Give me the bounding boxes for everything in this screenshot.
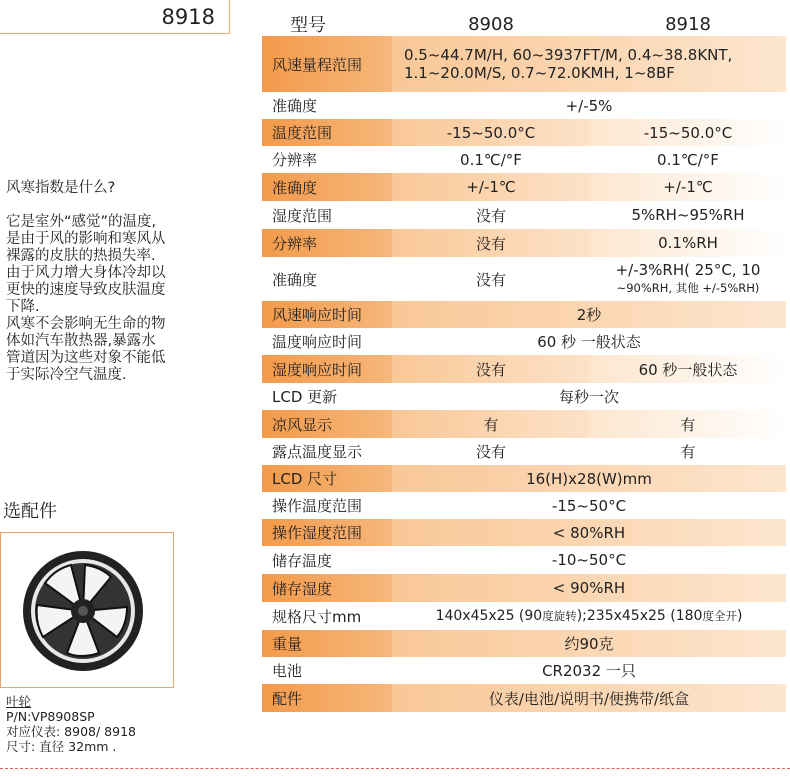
spec-row [262,257,786,301]
spec-value-8908: 没有 [475,443,506,461]
spec-value-8918: 有 [680,443,696,461]
spec-row [262,438,786,465]
spec-label: 操作温度范围 [272,497,363,515]
spec-value-8918: 60 秒一般状态 [590,355,786,383]
spec-label: 储存湿度 [262,574,392,602]
spec-row [262,119,786,146]
impeller-image-box [0,532,174,688]
spec-value: < 80%RH [392,519,786,546]
spec-label: 准确度 [262,173,392,201]
answer-line: 管道因为这些对象不能低 [6,350,166,366]
spec-label: 温度响应时间 [272,333,363,351]
spec-row [262,574,786,602]
spec-value: 仪表/电池/说明书/便携带/纸盒 [392,684,786,712]
spec-label: 准确度 [272,97,318,115]
spec-size-b-note: 度全开 [702,609,737,623]
spec-value: -10~50°C [551,551,627,569]
spec-row [262,602,786,630]
spec-size-a: 140x45x25 (90 [435,608,543,624]
spec-label: 风速量程范围 [262,36,392,92]
model-number-box: 8918 [0,0,230,34]
spec-row [262,173,786,201]
accessory-caption [6,694,136,754]
spec-label: 准确度 [272,270,318,289]
answer-line: 由于风力增大身体冷却以 [6,265,166,281]
spec-value-line: 0.5~44.7M/H, 60~3937FT/M, 0.4~38.8KNT, [404,46,733,64]
spec-label: 风速响应时间 [262,301,392,328]
spec-row [262,630,786,657]
answer-line: 于实际冷空气温度. [6,367,127,383]
spec-value-8908: 0.1℃/°F [460,150,522,169]
answer-line: 裸露的皮肤的热损失率. [6,248,156,264]
spec-value-8908: 没有 [475,270,506,289]
spec-label: 配件 [262,684,392,712]
spec-label: LCD 更新 [272,388,338,406]
spec-size-b: );235x45x25 (180 [576,608,703,624]
spec-row [262,519,786,546]
bottom-divider [0,768,790,769]
spec-row [262,146,786,173]
spec-label: 湿度范围 [272,206,333,225]
answer-line: 体如汽车散热器,暴露水 [6,333,156,349]
spec-label: 储存温度 [272,551,333,570]
spec-label: 重量 [262,630,392,657]
spec-row [262,465,786,492]
spec-label: 电池 [272,662,303,680]
spec-value: 约90克 [392,630,786,657]
spec-value-line: 1.1~20.0M/S, 0.7~72.0KMH, 1~8BF [404,64,675,82]
accessory-name: 叶轮 [6,694,32,709]
accessory-compat: 对应仪表: 8908/ 8918 [6,724,136,739]
spec-value-8908: 没有 [392,229,590,257]
spec-value-8908: 没有 [392,355,590,383]
spec-value-8918 [590,257,786,301]
spec-value: 16(H)x28(W)mm [392,465,786,492]
spec-row [262,410,786,438]
spec-value-8908: +/-1℃ [392,173,590,201]
spec-value [392,602,786,630]
answer-line: 风寒不会影响无生命的物 [6,316,166,332]
spec-value-line: ~90%RH, 其他 +/-5%RH) [616,281,760,295]
spec-label: 凉风显示 [262,410,392,438]
spec-row [262,355,786,383]
spec-label: 分辨率 [262,229,392,257]
spec-row [262,328,786,355]
spec-size-a-note: 度旋转 [542,609,577,623]
spec-row [262,546,786,574]
windchill-answer [6,214,216,384]
spec-value-8918: 0.1%RH [590,229,786,257]
spec-label: 操作湿度范围 [262,519,392,546]
spec-value: 60 秒 一般状态 [537,333,641,351]
spec-value: +/-5% [565,96,613,115]
answer-line: 更快的速度导致皮肤温度 [6,282,166,298]
answer-line: 下降. [6,299,40,315]
spec-value: CR2032 一只 [542,662,636,680]
spec-value-8918: +/-1℃ [590,173,786,201]
spec-value-line: +/-3%RH( 25°C, 10 [615,261,761,279]
spec-value-8918: -15~50.0°C [590,119,786,146]
spec-value [392,36,786,92]
spec-row [262,36,786,92]
spec-row [262,229,786,257]
spec-value: < 90%RH [392,574,786,602]
spec-row [262,201,786,229]
spec-label: LCD 尺寸 [262,465,392,492]
accessory-title: 选配件 [3,501,57,522]
spec-label: 露点温度显示 [272,443,363,461]
spec-row [262,383,786,410]
spec-value-8918: 有 [590,410,786,438]
impeller-icon [15,543,155,679]
spec-row [262,684,786,712]
spec-value-8908: 没有 [475,206,506,225]
spec-label: 规格尺寸mm [272,607,362,626]
spec-row [262,492,786,519]
answer-line: 它是室外“感觉”的温度, [6,214,157,230]
spec-size-end: ) [736,608,743,624]
answer-line: 是由于风的影响和寒风从 [6,231,166,247]
spec-label: 分辨率 [272,151,318,169]
spec-value: -15~50°C [551,496,627,515]
spec-row [262,92,786,119]
header-col-8908: 8908 [468,13,514,35]
spec-value-8918: 0.1℃/°F [657,150,719,169]
spec-row [262,301,786,328]
spec-value-8908: -15~50.0°C [392,119,590,146]
header-label: 型号 [290,15,326,36]
spec-label: 温度范围 [262,119,392,146]
accessory-size: 尺寸: 直径 32mm . [6,739,117,754]
windchill-question: 风寒指数是什么? [6,180,116,196]
spec-value: 2秒 [392,301,786,328]
spec-header-row [262,12,786,36]
spec-row [262,657,786,684]
spec-label: 湿度响应时间 [262,355,392,383]
spec-value-8908: 有 [392,410,590,438]
accessory-pn: P/N:VP8908SP [6,709,95,724]
spec-value-8918: 5%RH~95%RH [631,206,745,224]
header-col-8918: 8918 [665,13,711,35]
spec-table [262,12,786,712]
spec-value: 每秒一次 [558,388,619,406]
